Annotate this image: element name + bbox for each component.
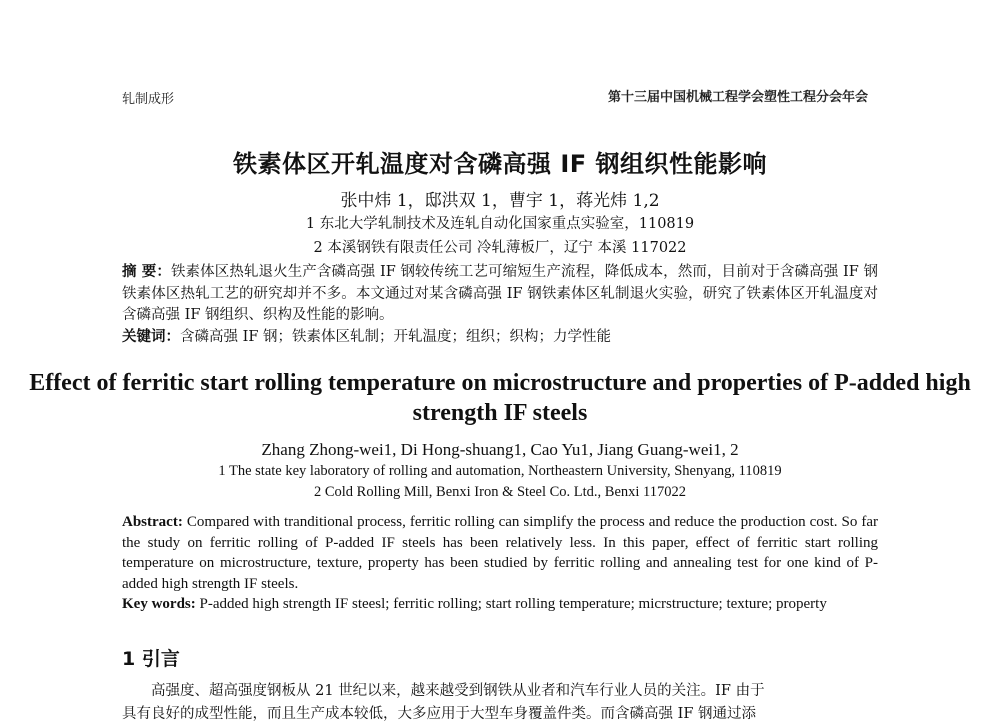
chinese-keywords bbox=[122, 327, 878, 349]
body-line-1: 高强度、超高强度钢板从 21 世纪以来，越来越受到钢铁从业者和汽车行业人员的关注。IF 由于 bbox=[151, 683, 765, 699]
english-keywords bbox=[122, 594, 878, 615]
chinese-title: 铁素体区开轧温度对含磷高强 IF 钢组织性能影响 bbox=[232, 150, 768, 178]
running-header-right: 第十三届中国机械工程学会塑性工程分会年会 bbox=[607, 90, 868, 105]
body-line-2: 具有良好的成型性能，而且生产成本较低，大多应用于大型车身覆盖件类。而含磷高强 IF 钢通过添 bbox=[122, 706, 757, 722]
body-paragraph bbox=[122, 680, 878, 726]
english-keywords-text: P-added high strength IF steesl; ferritic rolling; start rolling temperature; micrstructure; texture; property bbox=[199, 596, 827, 612]
english-affiliation-1: 1 The state key laboratory of rolling and automation, Northeastern University, Shenyang, 110819 bbox=[218, 463, 782, 479]
english-abstract-label: Abstract: bbox=[122, 514, 183, 530]
english-abstract bbox=[122, 512, 878, 594]
running-header-left: 轧制成形 bbox=[122, 92, 175, 107]
chinese-abstract bbox=[122, 262, 878, 327]
chinese-abstract-block bbox=[122, 262, 878, 348]
english-abstract-block bbox=[122, 512, 878, 615]
chinese-keywords-text: 含磷高强 IF 钢；铁素体区轧制；开轧温度；组织；织构；力学性能 bbox=[180, 328, 612, 345]
chinese-affiliation-1: 1 东北大学轧制技术及连轧自动化国家重点实验室，110819 bbox=[305, 216, 695, 232]
english-title: Effect of ferritic start rolling temperature on microstructure and properties of P-added high strength IF steels bbox=[29, 370, 971, 426]
chinese-affiliation-2: 2 本溪钢铁有限责任公司 冷轧薄板厂，辽宁 本溪 117022 bbox=[313, 240, 687, 256]
english-authors: Zhang Zhong-wei1, Di Hong-shuang1, Cao Yu1, Jiang Guang-wei1, 2 bbox=[261, 440, 739, 459]
chinese-authors: 张中炜 1，邸洪双 1，曹宇 1，蒋光炜 1,2 bbox=[340, 191, 660, 211]
chinese-abstract-text: 铁素体区热轧退火生产含磷高强 IF 钢较传统工艺可缩短生产流程，降低成本，然而，目前对于含磷高强 IF 钢铁素体区热轧工艺的研究却并不多。本文通过对某含磷高强 IF 钢铁素体区轧制退火实验，研究了铁素体区开轧温度对含磷高强 IF 钢组织、织构及性能的影响。 bbox=[122, 264, 878, 323]
english-keywords-label: Key words: bbox=[122, 596, 196, 612]
english-abstract-text: Compared with tranditional process, ferritic rolling can simplify the process and reduce the production cost. So far the study on ferritic rolling of P-added IF steels has been relatively less. In this paper, effect of ferritic start rolling temperature on microstructure, texture, property has been studied by ferritic rolling and annealing test for one kind of P-added high strength IF steels. bbox=[122, 514, 879, 592]
chinese-keywords-label: 关键词： bbox=[122, 328, 180, 345]
section-heading: 1 引言 bbox=[122, 648, 180, 670]
english-affiliation-2: 2 Cold Rolling Mill, Benxi Iron & Steel Co. Ltd., Benxi 117022 bbox=[313, 484, 687, 500]
chinese-abstract-label: 摘 要： bbox=[122, 264, 171, 280]
